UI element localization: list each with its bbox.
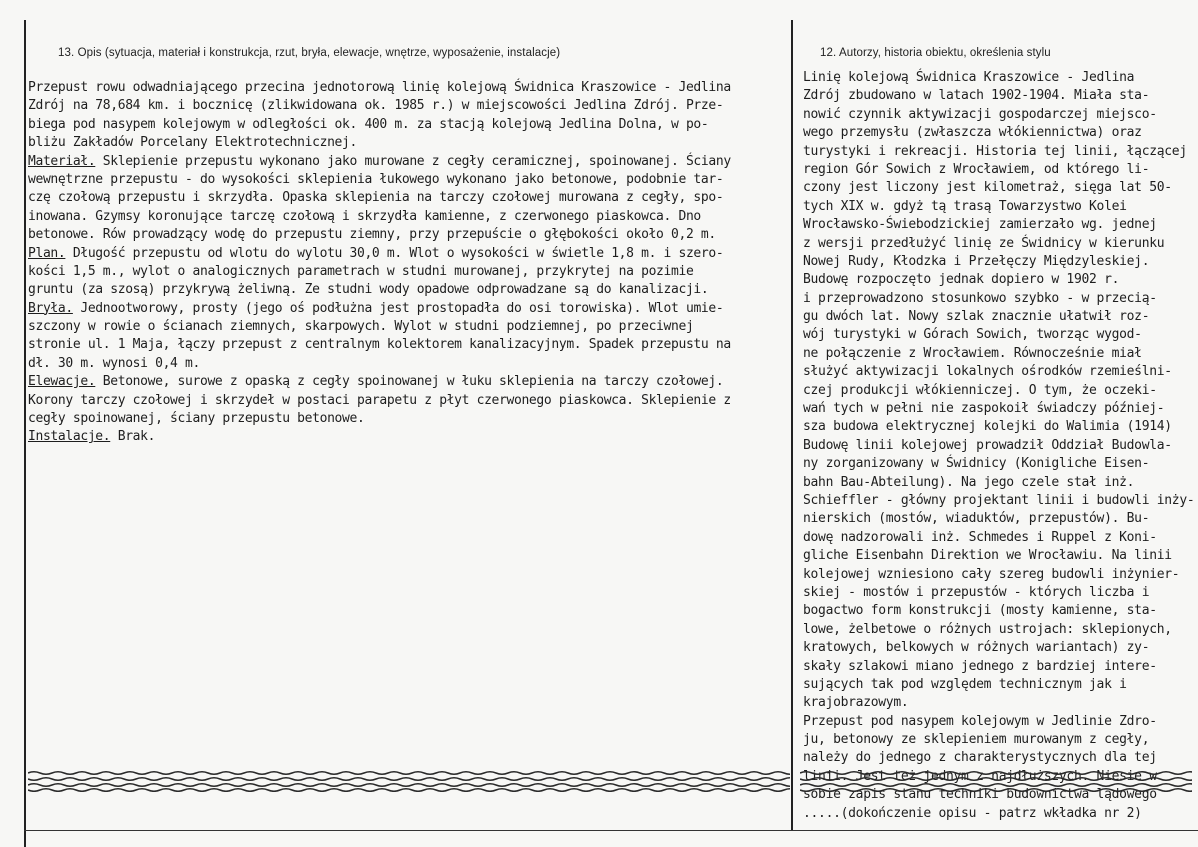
text-line: krajobrazowym. — [803, 695, 909, 711]
text-line: wego przemysłu (zwłaszcza włókiennictwa) oraz — [803, 125, 1142, 141]
text-line: sza budowa elektrycznej kolejki do Walimia (1914) — [803, 419, 1172, 435]
text-line: Zdrój na 78,684 km. i bocznicę (zlikwidowana ok. 1985 r.) w miejscowości Jedlina Zdrój. Prze- — [28, 98, 724, 114]
text-line: czę czołową przepustu i skrzydła. Opaska sklepienia na tarczy czołowej murowana z cegły, spo- — [28, 190, 724, 206]
material-paragraph-line — [28, 153, 780, 171]
text-line: gu dwóch lat. Nowy szlak znacznie ułatwił roz- — [803, 309, 1150, 325]
text-line: wewnętrzne przepustu - do wysokości sklepienia łukowego wykonano jako betonowe, podobnie tar- — [28, 171, 724, 187]
text-line: cegły spoinowanej, ściany przepustu betonowe. — [28, 411, 365, 427]
text-line: Budowę rozpoczęto jednak dopiero w 1902 r. — [803, 272, 1120, 288]
text-line: kolejowej wzniesiono cały szereg budowli inżynier- — [803, 566, 1180, 582]
text-line: bogactwo form konstrukcji (mosty kamienne, sta- — [803, 603, 1157, 619]
history-column — [803, 69, 1193, 823]
text-line: Długość przepustu od wlotu do wylotu 30,0 m. Wlot o wysokości w świetle 1,8 m. i szero- — [65, 245, 724, 261]
text-line: turystyki i rekreacji. Historia tej linii, łączącej — [803, 143, 1187, 159]
text-line: Budowę linii kolejowej prowadził Oddział Budowla- — [803, 437, 1172, 453]
text-line: sobie zapis stanu techniki budownictwa lądowego — [803, 787, 1157, 803]
text-line: gliche Eisenbahn Direktion we Wrocławiu. Na linii — [803, 548, 1172, 564]
text-line: ju, betonowy ze sklepieniem murowanym z cegły, — [803, 732, 1150, 748]
wavy-band-right — [800, 770, 1192, 792]
text-line: region Gór Sowich z Wrocławiem, od którego li- — [803, 161, 1150, 177]
text-line: betonowe. Rów prowadzący wodę do przepustu ziemny, przy przepuście o głębokości około 0,2 m. — [28, 227, 716, 243]
wavy-band-left — [28, 770, 790, 792]
text-line: nowić czynnik aktywizacji gospodarczej miejsco- — [803, 106, 1157, 122]
text-line: .....(dokończenie opisu - patrz wkładka nr 2) — [803, 805, 1142, 821]
bryla-paragraph-line — [28, 300, 780, 318]
text-line: Nowej Rudy, Kłodzka i Przełęczy Międzyleskiej. — [803, 253, 1150, 269]
text-line: lowe, żelbetowe o różnych ustrojach: sklepionych, — [803, 621, 1172, 637]
instalacje-paragraph-line — [28, 428, 780, 446]
elewacje-label: Elewacje. — [28, 374, 96, 390]
text-line: i przeprowadzono stosunkowo szybko - w przecią- — [803, 290, 1157, 306]
text-line: Schieffler - główny projektant linii i budowli inży- — [803, 492, 1195, 508]
text-line: kratowych, belkowych w różnych wariantach) zy- — [803, 640, 1150, 656]
text-line: Zdrój zbudowano w latach 1902-1904. Miała sta- — [803, 88, 1150, 104]
description-column — [28, 79, 780, 447]
left-section-title: 13. Opis (sytuacja, materiał i konstrukcja, rzut, bryła, elewacje, wnętrze, wyposażenie, instalacje) — [58, 47, 561, 59]
text-line: stronie ul. 1 Maja, łączy przepust z centralnym kolektorem kanalizacyjnym. Spadek przepustu na — [28, 337, 731, 353]
text-line: inowana. Gzymsy koronujące tarczę czołową i skrzydła kamienne, z czerwonego piaskowca. Dno — [28, 208, 701, 224]
right-section-title: 12. Autorzy, historia obiektu, określenia stylu — [820, 47, 1051, 59]
elewacje-paragraph-line — [28, 373, 780, 391]
text-line: nierskich (mostów, wiaduktów, przepustów). Bu- — [803, 511, 1150, 527]
text-line: wań tych w pełni nie zaspokoił świadczy później- — [803, 401, 1165, 417]
text-line: wój turystyki w Górach Sowich, tworząc wygod- — [803, 327, 1142, 343]
text-line: Jednootworowy, prosty (jego oś podłużna jest prostopadła do osi torowiska). Wlot umie- — [72, 300, 724, 316]
text-line: z wersji przedłużyć linię ze Świdnicy w kierunku — [803, 235, 1165, 251]
text-line: gruntu (za szosą) przykrywą żeliwną. Ze studni wody opadowe odprowadzane są do kanalizacji. — [28, 282, 709, 298]
text-line: Betonowe, surowe z opaską z cegły spoinowanej w łuku sklepienia na tarczy czołowej. — [95, 374, 724, 390]
bryla-label: Bryła. — [28, 300, 73, 316]
plan-paragraph-line — [28, 245, 780, 263]
text-line: Przepust pod nasypem kolejowym w Jedlinie Zdro- — [803, 713, 1157, 729]
text-line: tych XIX w. gdyż tą trasą Towarzystwo Kolei — [803, 198, 1127, 214]
text-line: należy do jednego z charakterystycznych dla tej — [803, 750, 1157, 766]
text-line: linii. Jest też jednym z najdłuższych. Niesie w — [803, 768, 1157, 784]
text-line: ny zorganizowany w Świdnicy (Konigliche Eisen- — [803, 456, 1150, 472]
column-divider — [791, 20, 793, 830]
text-line: skały szlakowi miano jednego z bardziej intere- — [803, 658, 1157, 674]
text-line: Przepust rowu odwadniającego przecina jednotorową linię kolejową Świdnica Kraszowice - Jedlina — [28, 80, 731, 95]
text-line: Sklepienie przepustu wykonano jako murowane z cegły ceramicznej, spoinowanej. Ściany — [95, 153, 731, 169]
text-line: Brak. — [110, 429, 156, 445]
instalacje-label: Instalacje. — [28, 429, 111, 445]
wave-pattern-graphic — [800, 770, 1192, 792]
text-line: Wrocławsko-Świebodzickiej zamierzało wg. jednej — [803, 217, 1157, 233]
text-line: dowę nadzorowali inż. Schmedes i Ruppel z Koni- — [803, 529, 1157, 545]
text-line: szczony w rowie o ścianach ziemnych, skarpowych. Wylot w studni podziemnej, po przeciwnej — [28, 319, 694, 335]
wave-pattern-graphic — [28, 770, 790, 792]
text-line: bliżu Zakładów Porcelany Elektrotechnicznej. — [28, 135, 357, 151]
text-line: sujących tak pod względem technicznym jak i — [803, 676, 1127, 692]
plan-label: Plan. — [28, 245, 66, 261]
text-line: czej produkcji włókienniczej. O tym, że oczeki- — [803, 382, 1157, 398]
text-line: biega pod nasypem kolejowym w odległości ok. 400 m. za stacją kolejową Jedlina Dolna, w po- — [28, 116, 709, 132]
material-label: Materiał. — [28, 153, 96, 169]
text-line: służyć aktywizacji lokalnych ośrodków rzemieślni- — [803, 364, 1172, 380]
text-line: ne połączenie z Wrocławiem. Równocześnie miał — [803, 345, 1142, 361]
text-line: kości 1,5 m., wylot o analogicznych parametrach w studni murowanej, przykrytej na pozimie — [28, 263, 694, 279]
text-line: dł. 30 m. wynosi 0,4 m. — [28, 355, 200, 371]
text-line: skiej - mostów i przepustów - których liczba i — [803, 584, 1150, 600]
text-line: Linię kolejową Świdnica Kraszowice - Jedlina — [803, 70, 1135, 85]
text-line: czony jest liczony jest kilometraż, sięga lat 50- — [803, 180, 1172, 196]
text-line: Korony tarczy czołowej i skrzydeł w postaci parapetu z płyt czerwonego piaskowca. Sklepienie z — [28, 392, 731, 408]
text-line: bahn Bau-Abteilung). Na jego czele stał inż. — [803, 474, 1135, 490]
bottom-rule — [24, 830, 1198, 831]
